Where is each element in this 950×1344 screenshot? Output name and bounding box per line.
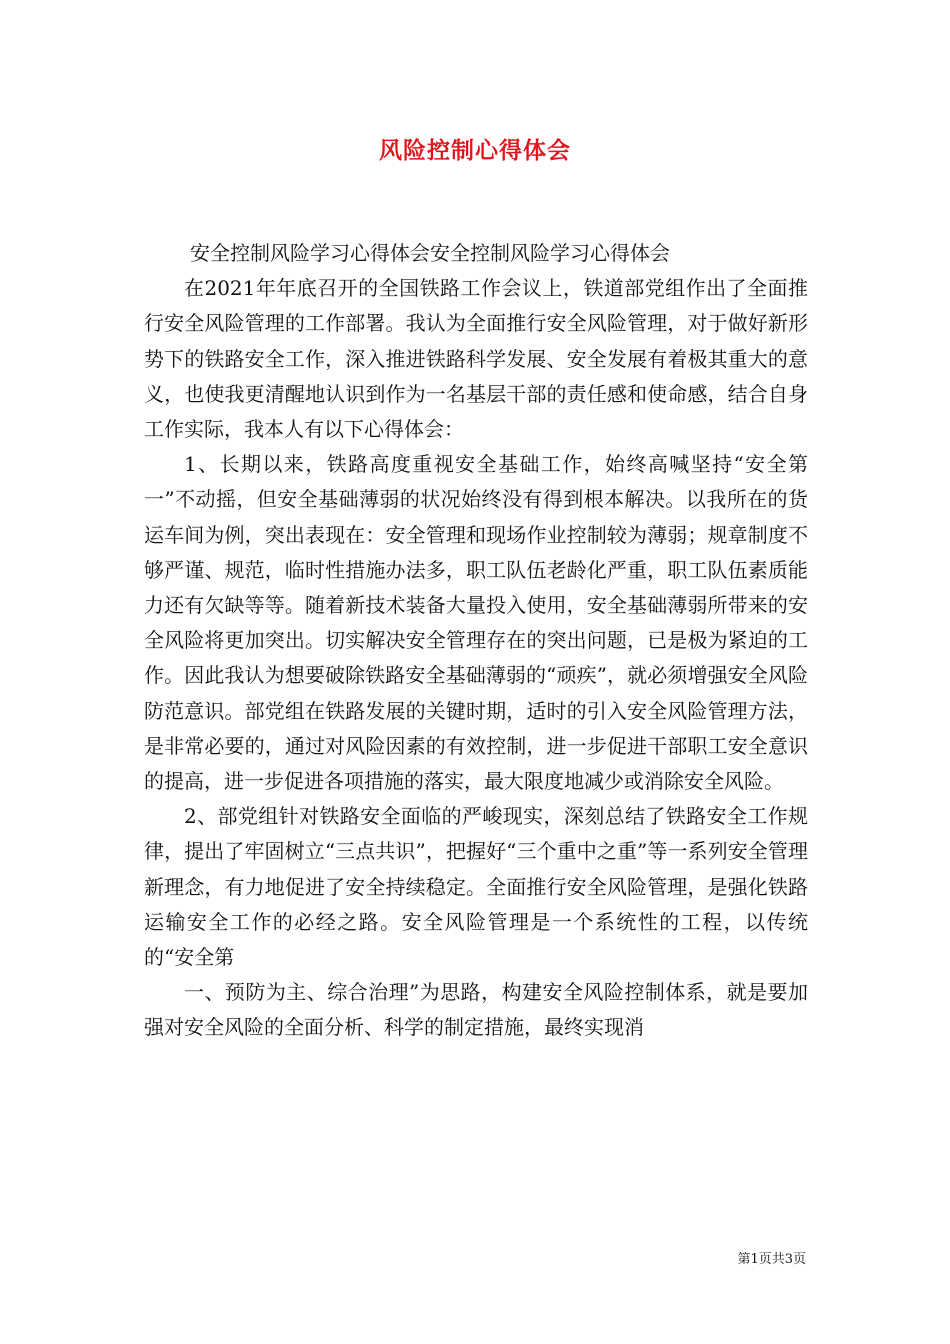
- body-paragraph-3: 一、预防为主、综合治理”为思路，构建安全风险控制体系，就是要加强对安全风险的全面分析、科学的制定措施，最终实现消: [144, 980, 808, 1040]
- body-paragraph-2: 2、部党组针对铁路安全面临的严峻现实，深刻总结了铁路安全工作规律，提出了牢固树立“三点共识”，把握好“三个重中之重”等一系列安全管理新理念，有力地促进了安全持续稳定。全面推行安全风险管理，是强化铁路运输安全工作的必经之路。安全风险管理是一个系统性的工程，以传统的“安全第: [144, 804, 808, 970]
- body-paragraph-intro: 在2021年年底召开的全国铁路工作会议上，铁道部党组作出了全面推行安全风险管理的工作部署。我认为全面推行安全风险管理，对于做好新形势下的铁路安全工作，深入推进铁路科学发展、安全发展有着极其重大的意义，也使我更清醒地认识到作为一名基层干部的责任感和使命感，结合自身工作实际，我本人有以下心得体会：: [144, 276, 808, 442]
- page-number-footer: 第1页共3页: [737, 1252, 806, 1267]
- subtitle-paragraph: 安全控制风险学习心得体会安全控制风险学习心得体会: [190, 241, 670, 265]
- body-paragraph-1: 1、长期以来，铁路高度重视安全基础工作，始终高喊坚持“安全第一”不动摇，但安全基础薄弱的状况始终没有得到根本解决。以我所在的货运车间为例，突出表现在：安全管理和现场作业控制较为薄弱；规章制度不够严谨、规范，临时性措施办法多，职工队伍老龄化严重，职工队伍素质能力还有欠缺等等。随着新技术装备大量投入使用，安全基础薄弱所带来的安全风险将更加突出。切实解决安全管理存在的突出问题，已是极为紧迫的工作。因此我认为想要破除铁路安全基础薄弱的“顽疾”，就必须增强安全风险防范意识。部党组在铁路发展的关键时期，适时的引入安全风险管理方法，是非常必要的，通过对风险因素的有效控制，进一步促进干部职工安全意识的提高，进一步促进各项措施的落实，最大限度地减少或消除安全风险。: [144, 452, 808, 794]
- document-body: [144, 236, 808, 1046]
- document-title: 风险控制心得体会: [379, 137, 571, 164]
